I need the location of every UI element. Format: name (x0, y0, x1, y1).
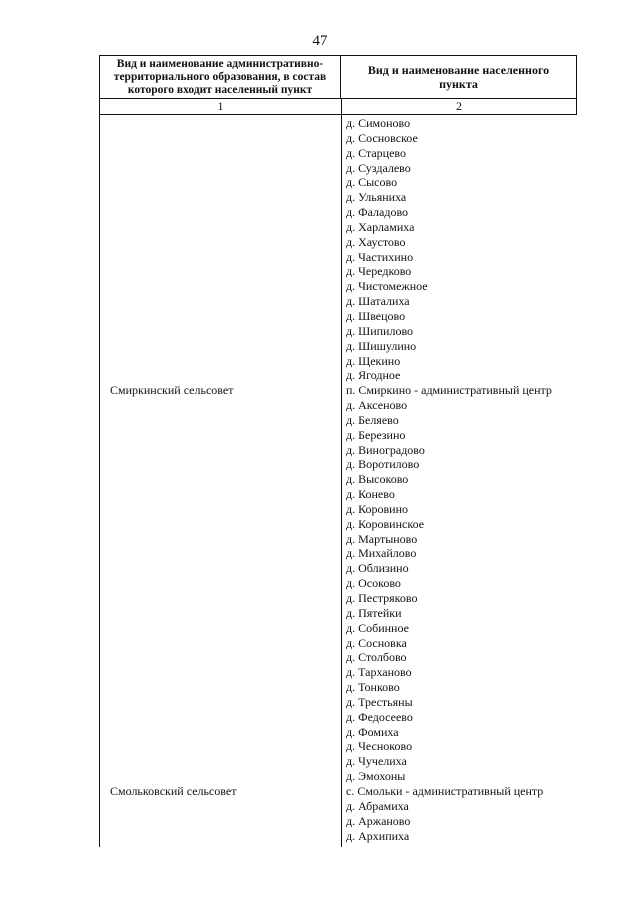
table-row: п. Смиркино - административный центр (346, 383, 552, 398)
table-row: д. Михайлово (346, 546, 417, 561)
table-row: д. Сосновское (346, 130, 418, 145)
table-row: с. Смольки - административный центр (346, 783, 544, 798)
table-row: д. Воротилово (346, 457, 420, 472)
table-row: д. Высоково (346, 472, 409, 487)
admin-unit-name: Смольковский сельсовет (110, 784, 237, 799)
table-row: д. Пестряково (346, 591, 418, 605)
table-row: д. Беляево (346, 412, 399, 427)
table-row: д. Федосеево (346, 709, 413, 724)
table-row: д. Чесноково (346, 739, 413, 754)
table-row: д. Чистомежное (346, 279, 428, 294)
table-row: д. Пятейки (346, 605, 402, 620)
table-row: д. Березино (346, 427, 406, 442)
table-row: д. Аржаново (346, 813, 411, 828)
table-header (99, 55, 577, 99)
table-row: д. Щекино (346, 353, 401, 368)
admin-unit-name: Смиркинский сельсовет (110, 383, 234, 398)
table-row: д. Ульяниха (346, 190, 407, 205)
table-row: д. Тарханово (346, 665, 412, 680)
table-row: д. Фаладово (346, 205, 409, 220)
table-row: д. Ягодное (346, 368, 401, 383)
table-body (99, 115, 577, 847)
table-row: д. Аксеново (346, 398, 408, 413)
table-row: д. Абрамиха (346, 798, 409, 813)
column-number-1: 1 (100, 99, 342, 114)
table-row: д. Шипилово (346, 323, 414, 338)
table-row: д. Чучелиха (346, 754, 407, 769)
table-row: д. Коровинское (346, 516, 425, 531)
column-number-2: 2 (456, 99, 462, 113)
header-col2: Вид и наименование населенного пункта (367, 63, 550, 91)
table-row: д. Мартыново (346, 531, 418, 546)
table-row: д. Швецово (346, 308, 406, 323)
table-row: д. Старцево (346, 145, 406, 160)
column-numbers-row (99, 99, 577, 115)
table-row: д. Сысово (346, 175, 398, 190)
table-row: д. Частихино (346, 249, 414, 264)
table-row: д. Шаталиха (346, 294, 410, 309)
table-row: д. Облизино (346, 561, 409, 576)
table-row: д. Эмохоны (346, 769, 406, 784)
table-row: д. Хаустово (346, 234, 406, 249)
column-divider (341, 115, 342, 847)
table-row: д. Симоново (346, 116, 411, 130)
table-row: д. Чередково (346, 264, 412, 279)
page-number: 47 (312, 33, 328, 49)
table-row: д. Трестьяны (346, 694, 413, 709)
settlements-column (346, 116, 578, 843)
table-row: д. Виноградово (346, 442, 425, 457)
settlements-table (99, 55, 577, 847)
table-row: д. Харламиха (346, 219, 415, 234)
table-row: д. Фомиха (346, 724, 399, 739)
table-row: д. Суздалево (346, 160, 411, 175)
table-row: д. Осоково (346, 576, 401, 591)
table-row: д. Сосновка (346, 635, 407, 650)
table-row: д. Конево (346, 487, 395, 502)
table-row: д. Архипиха (346, 828, 410, 843)
header-col1: Вид и наименование административно-территориального образования, в состав которого входит населенный пункт (100, 56, 341, 98)
table-row: д. Собинное (346, 620, 409, 635)
table-row: д. Коровино (346, 501, 409, 516)
table-row: д. Тонково (346, 680, 400, 695)
table-row: д. Столбово (346, 650, 407, 665)
table-row: д. Шишулино (346, 338, 417, 353)
